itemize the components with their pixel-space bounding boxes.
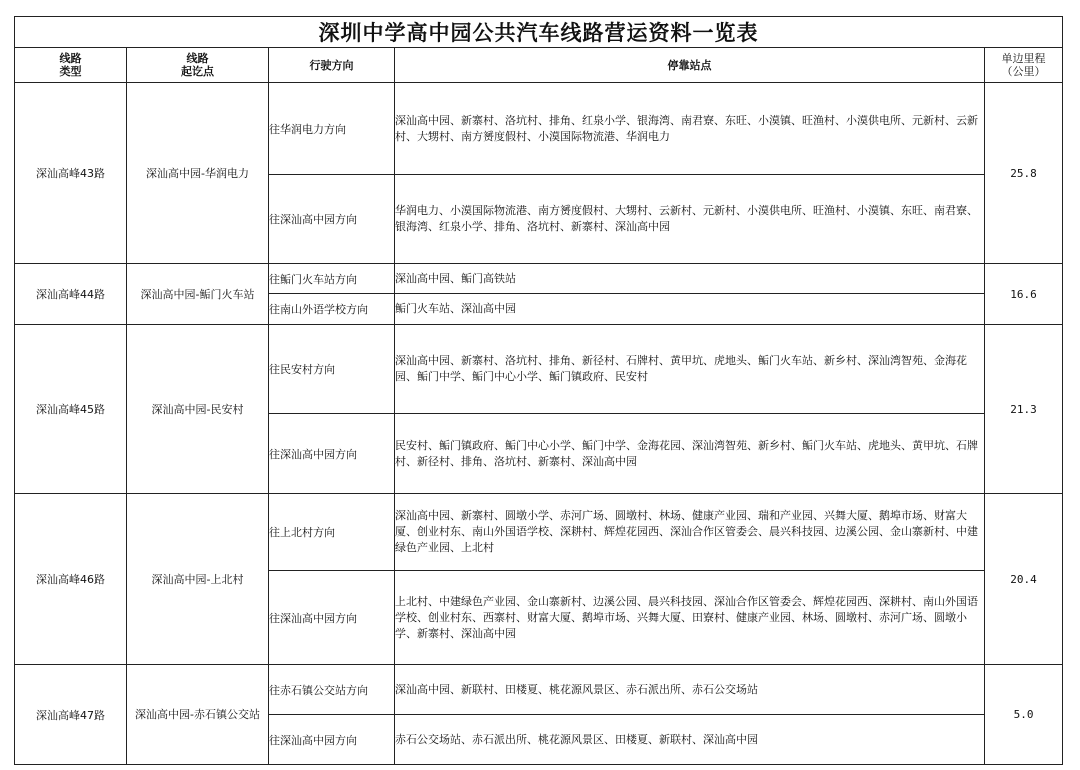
route-direction: 往鲘门火车站方向: [269, 264, 395, 294]
table-row: [15, 325, 1063, 414]
route-endpoints: 深汕高中园-上北村: [127, 494, 269, 665]
route-distance: 5.0: [985, 665, 1063, 765]
route-stops: 深汕高中园、新寨村、圆墩小学、赤河广场、圆墩村、林场、健康产业园、瑞和产业园、兴舞大厦、鹅埠市场、财富大厦、创业村东、南山外国语学校、深耕村、辉煌花园西、深汕合作区管委会、晨兴科技园、边溪公园、金山寨新村、中建绿色产业园、上北村: [395, 494, 985, 571]
header-distance: [985, 48, 1063, 83]
route-stops: 鲘门火车站、深汕高中园: [395, 294, 985, 325]
table-row: [15, 83, 1063, 175]
route-direction: 往深汕高中园方向: [269, 571, 395, 665]
header-route-type-line1: 线路: [59, 52, 82, 65]
route-endpoints: 深汕高中园-鲘门火车站: [127, 264, 269, 325]
table-title: 深圳中学高中园公共汽车线路营运资料一览表: [15, 17, 1063, 48]
route-direction: 往深汕高中园方向: [269, 715, 395, 765]
route-direction: 往深汕高中园方向: [269, 414, 395, 494]
route-name: 深汕高峰44路: [15, 264, 127, 325]
route-stops: 上北村、中建绿色产业园、金山寨新村、边溪公园、晨兴科技园、深汕合作区管委会、辉煌花园西、深耕村、南山外国语学校、创业村东、西寨村、财富大厦、鹅埠市场、兴舞大厦、田寮村、健康产业园、林场、圆墩村、赤河广场、圆墩小学、新寨村、深汕高中园: [395, 571, 985, 665]
header-distance-line2: （公里）: [1001, 65, 1046, 78]
route-stops: 赤石公交场站、赤石派出所、桃花源风景区、田楼夏、新联村、深汕高中园: [395, 715, 985, 765]
route-distance: 20.4: [985, 494, 1063, 665]
route-stops: 深汕高中园、新寨村、洛坑村、排角、新径村、石牌村、黄甲坑、虎地头、鲘门火车站、新乡村、深汕湾智苑、金海花园、鲘门中学、鲘门中心小学、鲘门镇政府、民安村: [395, 325, 985, 414]
route-direction: 往南山外语学校方向: [269, 294, 395, 325]
route-stops: 深汕高中园、鲘门高铁站: [395, 264, 985, 294]
route-distance: 25.8: [985, 83, 1063, 264]
header-route-type-line2: 类型: [59, 65, 82, 78]
route-table: [14, 16, 1063, 765]
route-direction: 往华润电力方向: [269, 83, 395, 175]
route-name: 深汕高峰43路: [15, 83, 127, 264]
route-direction: 往深汕高中园方向: [269, 175, 395, 264]
route-distance: 16.6: [985, 264, 1063, 325]
route-name: 深汕高峰47路: [15, 665, 127, 765]
route-name: 深汕高峰46路: [15, 494, 127, 665]
header-direction: 行驶方向: [269, 48, 395, 83]
route-distance: 21.3: [985, 325, 1063, 494]
route-name: 深汕高峰45路: [15, 325, 127, 494]
route-direction: 往上北村方向: [269, 494, 395, 571]
table-row: [15, 494, 1063, 571]
route-stops: 华润电力、小漠国际物流港、南方赟度假村、大甥村、云新村、元新村、小漠供电所、旺渔村、小漠镇、东旺、南君寮、银海湾、红泉小学、排角、洛坑村、新寨村、深汕高中园: [395, 175, 985, 264]
header-route-type: [15, 48, 127, 83]
table-row: [15, 264, 1063, 294]
header-endpoints-line2: 起讫点: [181, 65, 214, 78]
route-stops: 深汕高中园、新寨村、洛坑村、排角、红泉小学、银海湾、南君寮、东旺、小漠镇、旺渔村、小漠供电所、元新村、云新村、大甥村、南方赟度假村、小漠国际物流港、华润电力: [395, 83, 985, 175]
header-endpoints: [127, 48, 269, 83]
header-row: [15, 48, 1063, 83]
header-endpoints-line1: 线路: [186, 52, 209, 65]
route-stops: 民安村、鲘门镇政府、鲘门中心小学、鲘门中学、金海花园、深汕湾智苑、新乡村、鲘门火车站、虎地头、黄甲坑、石牌村、新径村、排角、洛坑村、新寨村、深汕高中园: [395, 414, 985, 494]
route-direction: 往赤石镇公交站方向: [269, 665, 395, 715]
route-endpoints: 深汕高中园-民安村: [127, 325, 269, 494]
route-endpoints: 深汕高中园-华润电力: [127, 83, 269, 264]
table-row: [15, 665, 1063, 715]
header-stops: 停靠站点: [395, 48, 985, 83]
route-stops: 深汕高中园、新联村、田楼夏、桃花源风景区、赤石派出所、赤石公交场站: [395, 665, 985, 715]
header-distance-line1: 单边里程: [1001, 52, 1046, 65]
route-direction: 往民安村方向: [269, 325, 395, 414]
route-endpoints: 深汕高中园-赤石镇公交站: [127, 665, 269, 765]
